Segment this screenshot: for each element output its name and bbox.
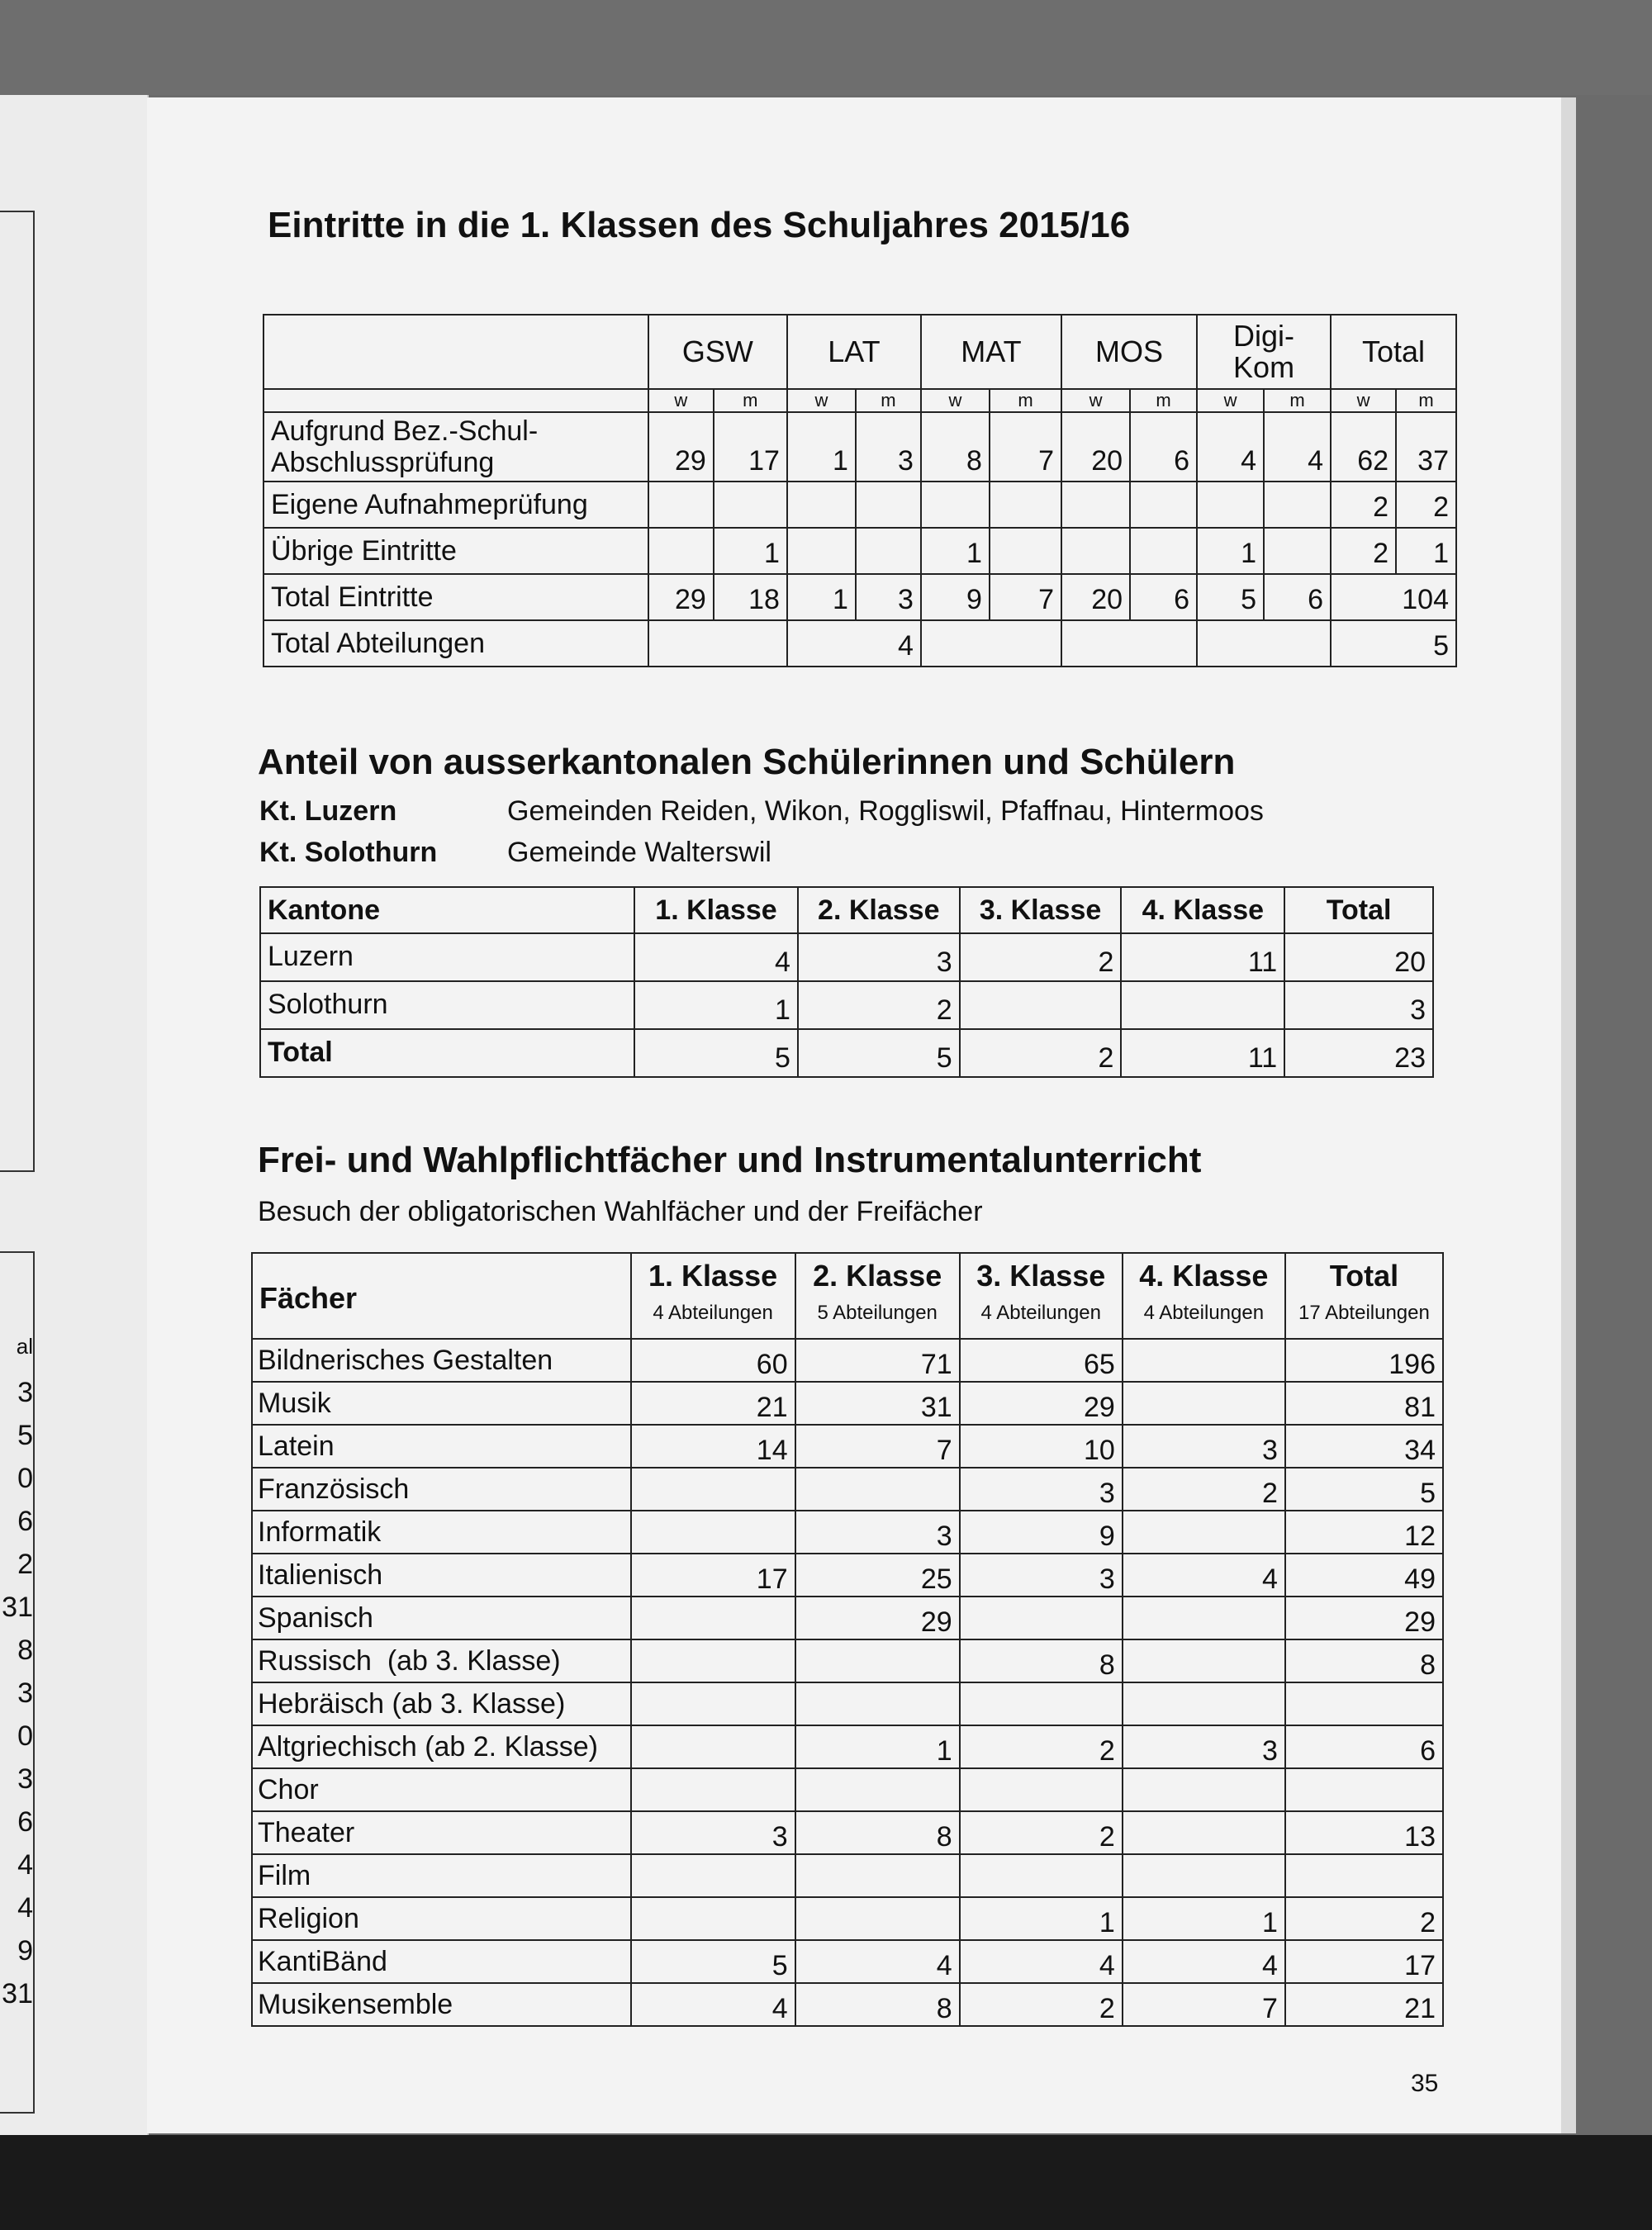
row-label: KantiBänd bbox=[252, 1940, 631, 1983]
faecher-table bbox=[251, 1252, 1444, 2027]
kanton-line bbox=[259, 837, 771, 869]
klasse-header-abteilungen: 4 Abteilungen bbox=[980, 1302, 1101, 1324]
row-label: Total bbox=[260, 1029, 634, 1077]
group-header: GSW bbox=[648, 315, 787, 389]
table-cell: 1 bbox=[1396, 528, 1456, 574]
table-cell: 8 bbox=[795, 1811, 960, 1854]
table-cell bbox=[1285, 1682, 1443, 1725]
table-cell bbox=[714, 482, 787, 528]
row-label: Eigene Aufnahmeprüfung bbox=[263, 482, 648, 528]
table-cell: 2 bbox=[1331, 482, 1396, 528]
table-cell bbox=[631, 1768, 795, 1811]
table-cell bbox=[648, 620, 787, 667]
table-cell: 21 bbox=[1285, 1983, 1443, 2026]
table-cell bbox=[795, 1468, 960, 1511]
klasse-header-abteilungen: 5 Abteilungen bbox=[817, 1302, 938, 1324]
table-cell: 23 bbox=[1284, 1029, 1433, 1077]
table-cell: 8 bbox=[960, 1639, 1123, 1682]
group-header: MAT bbox=[921, 315, 1061, 389]
table-cell: 1 bbox=[921, 528, 990, 574]
table-cell bbox=[648, 482, 714, 528]
table-row bbox=[252, 1511, 1443, 1554]
subheader-empty bbox=[263, 389, 648, 412]
adjacent-page-number: 3 bbox=[17, 1677, 33, 1709]
row-label: Spanisch bbox=[252, 1597, 631, 1639]
table-cell: 29 bbox=[1285, 1597, 1443, 1639]
kanton-gemeinden: Gemeinden Reiden, Wikon, Roggliswil, Pfaffnau, Hintermoos bbox=[507, 795, 1264, 827]
table-cell: 4 bbox=[1123, 1940, 1285, 1983]
table-cell: 2 bbox=[960, 1811, 1123, 1854]
table-cell: 11 bbox=[1121, 1029, 1284, 1077]
table-row bbox=[260, 933, 1433, 981]
table-cell: 31 bbox=[795, 1382, 960, 1425]
table-cell bbox=[1130, 482, 1197, 528]
table-cell: 3 bbox=[960, 1468, 1123, 1511]
table-cell: 6 bbox=[1264, 574, 1331, 620]
table-cell: 2 bbox=[960, 933, 1122, 981]
table-cell bbox=[795, 1897, 960, 1940]
table-cell: 2 bbox=[1396, 482, 1456, 528]
table-cell: 4 bbox=[634, 933, 798, 981]
group-header: LAT bbox=[787, 315, 921, 389]
table-row bbox=[252, 1983, 1443, 2026]
table-cell bbox=[856, 482, 921, 528]
table-row bbox=[263, 620, 1456, 667]
table-cell: 7 bbox=[795, 1425, 960, 1468]
table-cell bbox=[631, 1597, 795, 1639]
table-cell: 8 bbox=[921, 412, 990, 482]
table-cell bbox=[1123, 1639, 1285, 1682]
table-cell bbox=[1123, 1682, 1285, 1725]
row-label: Bildnerisches Gestalten bbox=[252, 1339, 631, 1382]
table-row bbox=[260, 1029, 1433, 1077]
table-cell: 29 bbox=[795, 1597, 960, 1639]
table-cell bbox=[960, 1682, 1123, 1725]
section-title-ausserkantonal: Anteil von ausserkantonalen Schülerinnen und Schülern bbox=[258, 742, 1236, 782]
table-cell: 29 bbox=[648, 574, 714, 620]
row-label: Theater bbox=[252, 1811, 631, 1854]
table-cell: 81 bbox=[1285, 1382, 1443, 1425]
subcol-header: m bbox=[714, 389, 787, 412]
adjacent-page-number: 31 bbox=[2, 1978, 33, 2009]
table-cell: 7 bbox=[990, 574, 1061, 620]
table-cell: 2 bbox=[1285, 1897, 1443, 1940]
table-row bbox=[252, 1768, 1443, 1811]
table-cell: 9 bbox=[921, 574, 990, 620]
table-cell bbox=[1123, 1382, 1285, 1425]
kanton-gemeinden: Gemeinde Walterswil bbox=[507, 837, 771, 868]
entries-table-corner bbox=[263, 315, 648, 389]
table-cell bbox=[795, 1639, 960, 1682]
table-cell: 1 bbox=[795, 1725, 960, 1768]
row-label: Luzern bbox=[260, 933, 634, 981]
table-row bbox=[252, 1940, 1443, 1983]
kantone-header: Total bbox=[1284, 887, 1433, 933]
table-cell: 1 bbox=[634, 981, 798, 1029]
row-label: Solothurn bbox=[260, 981, 634, 1029]
table-row bbox=[263, 412, 1456, 482]
subcol-header: m bbox=[856, 389, 921, 412]
table-cell bbox=[631, 1468, 795, 1511]
row-label: Religion bbox=[252, 1897, 631, 1940]
table-cell: 5 bbox=[631, 1940, 795, 1983]
page-edge bbox=[1561, 97, 1576, 2133]
faecher-header: Fächer bbox=[252, 1253, 631, 1339]
row-label: Italienisch bbox=[252, 1554, 631, 1597]
table-cell: 3 bbox=[795, 1511, 960, 1554]
adjacent-page-table-edge bbox=[0, 211, 35, 1172]
table-cell: 5 bbox=[798, 1029, 960, 1077]
table-cell: 3 bbox=[1284, 981, 1433, 1029]
table-cell bbox=[1061, 482, 1130, 528]
kanton-name: Kt. Luzern bbox=[259, 795, 397, 827]
row-label: Latein bbox=[252, 1425, 631, 1468]
group-header: Digi- Kom bbox=[1197, 315, 1331, 389]
table-cell bbox=[1130, 528, 1197, 574]
table-row bbox=[252, 1425, 1443, 1468]
table-cell bbox=[787, 528, 856, 574]
table-cell: 11 bbox=[1121, 933, 1284, 981]
table-row bbox=[252, 1554, 1443, 1597]
table-row bbox=[252, 1725, 1443, 1768]
table-cell: 2 bbox=[1331, 528, 1396, 574]
table-cell: 65 bbox=[960, 1339, 1123, 1382]
table-cell: 6 bbox=[1285, 1725, 1443, 1768]
table-cell bbox=[990, 482, 1061, 528]
table-cell: 4 bbox=[787, 620, 921, 667]
table-cell: 6 bbox=[1130, 412, 1197, 482]
table-row bbox=[252, 1639, 1443, 1682]
row-label: Hebräisch (ab 3. Klasse) bbox=[252, 1682, 631, 1725]
table-cell bbox=[1285, 1768, 1443, 1811]
adjacent-page-number: 8 bbox=[17, 1635, 33, 1666]
table-cell: 3 bbox=[856, 574, 921, 620]
table-cell: 9 bbox=[960, 1511, 1123, 1554]
row-label: Informatik bbox=[252, 1511, 631, 1554]
subcol-header: w bbox=[1061, 389, 1130, 412]
table-cell bbox=[1123, 1597, 1285, 1639]
adjacent-page-number: 9 bbox=[17, 1935, 33, 1967]
table-cell: 20 bbox=[1061, 574, 1130, 620]
adjacent-page-number: 5 bbox=[17, 1420, 33, 1451]
table-cell: 3 bbox=[631, 1811, 795, 1854]
table-cell: 1 bbox=[787, 574, 856, 620]
table-cell bbox=[631, 1682, 795, 1725]
klasse-header bbox=[960, 1253, 1123, 1339]
kanton-line bbox=[259, 795, 1264, 828]
adjacent-page-number: al bbox=[16, 1334, 33, 1359]
table-cell: 1 bbox=[1197, 528, 1264, 574]
section-title-wahlfaecher: Frei- und Wahlpflichtfächer und Instrumentalunterricht bbox=[258, 1140, 1202, 1180]
table-cell bbox=[960, 981, 1122, 1029]
table-cell: 1 bbox=[960, 1897, 1123, 1940]
subcol-header: w bbox=[1331, 389, 1396, 412]
table-cell: 4 bbox=[795, 1940, 960, 1983]
kantone-header: 1. Klasse bbox=[634, 887, 798, 933]
table-cell: 4 bbox=[631, 1983, 795, 2026]
row-label: Total Eintritte bbox=[263, 574, 648, 620]
table-cell bbox=[631, 1897, 795, 1940]
kantone-header: 3. Klasse bbox=[960, 887, 1122, 933]
adjacent-page-number: 4 bbox=[17, 1892, 33, 1924]
table-cell bbox=[1061, 620, 1197, 667]
table-cell bbox=[856, 528, 921, 574]
table-cell: 5 bbox=[1285, 1468, 1443, 1511]
table-cell bbox=[1123, 1854, 1285, 1897]
table-cell: 14 bbox=[631, 1425, 795, 1468]
adjacent-page-number: 3 bbox=[17, 1763, 33, 1795]
group-header: Total bbox=[1331, 315, 1456, 389]
table-cell: 29 bbox=[648, 412, 714, 482]
table-cell: 3 bbox=[856, 412, 921, 482]
adjacent-page-number: 6 bbox=[17, 1806, 33, 1838]
table-cell: 2 bbox=[960, 1983, 1123, 2026]
table-cell bbox=[1264, 482, 1331, 528]
row-label: Altgriechisch (ab 2. Klasse) bbox=[252, 1725, 631, 1768]
table-row bbox=[260, 981, 1433, 1029]
table-row bbox=[252, 1682, 1443, 1725]
table-cell bbox=[795, 1854, 960, 1897]
table-cell bbox=[795, 1682, 960, 1725]
page bbox=[147, 97, 1561, 2133]
table-cell: 5 bbox=[1331, 620, 1456, 667]
table-cell: 1 bbox=[1123, 1897, 1285, 1940]
row-label: Musikensemble bbox=[252, 1983, 631, 2026]
table-cell: 2 bbox=[1123, 1468, 1285, 1511]
table-cell: 37 bbox=[1396, 412, 1456, 482]
klasse-header bbox=[1123, 1253, 1285, 1339]
row-label: Russisch (ab 3. Klasse) bbox=[252, 1639, 631, 1682]
table-cell bbox=[1264, 528, 1331, 574]
table-row bbox=[263, 574, 1456, 620]
table-cell bbox=[1123, 1339, 1285, 1382]
table-row bbox=[263, 482, 1456, 528]
row-label: Übrige Eintritte bbox=[263, 528, 648, 574]
table-cell bbox=[960, 1854, 1123, 1897]
klasse-header bbox=[1285, 1253, 1443, 1339]
table-cell bbox=[1197, 482, 1264, 528]
table-cell bbox=[1123, 1768, 1285, 1811]
table-cell: 1 bbox=[787, 412, 856, 482]
table-cell: 71 bbox=[795, 1339, 960, 1382]
klasse-header bbox=[631, 1253, 795, 1339]
table-row bbox=[263, 528, 1456, 574]
table-cell bbox=[795, 1768, 960, 1811]
table-cell bbox=[648, 528, 714, 574]
adjacent-page-number: 6 bbox=[17, 1506, 33, 1537]
klasse-header-abteilungen: 4 Abteilungen bbox=[1143, 1302, 1265, 1324]
row-label: Aufgrund Bez.-Schul- Abschlussprüfung bbox=[263, 412, 648, 482]
scan-background-bottom bbox=[0, 2135, 1652, 2230]
table-cell: 17 bbox=[1285, 1940, 1443, 1983]
table-row bbox=[252, 1339, 1443, 1382]
table-row bbox=[252, 1854, 1443, 1897]
table-cell bbox=[1123, 1811, 1285, 1854]
table-cell: 6 bbox=[1130, 574, 1197, 620]
scan-background-top bbox=[0, 0, 1652, 95]
klasse-header-name: 1. Klasse bbox=[648, 1259, 778, 1293]
klasse-header-abteilungen: 17 Abteilungen bbox=[1298, 1302, 1430, 1324]
table-cell bbox=[787, 482, 856, 528]
klasse-header bbox=[795, 1253, 960, 1339]
table-cell: 20 bbox=[1061, 412, 1130, 482]
klasse-header-name: 3. Klasse bbox=[976, 1259, 1106, 1293]
group-header: MOS bbox=[1061, 315, 1197, 389]
table-cell: 196 bbox=[1285, 1339, 1443, 1382]
page-number: 35 bbox=[1411, 2070, 1439, 2097]
adjacent-page-number: 0 bbox=[17, 1720, 33, 1752]
subcol-header: m bbox=[1130, 389, 1197, 412]
table-cell bbox=[960, 1597, 1123, 1639]
table-cell: 49 bbox=[1285, 1554, 1443, 1597]
table-cell bbox=[631, 1639, 795, 1682]
table-cell: 4 bbox=[1123, 1554, 1285, 1597]
kantone-header: 2. Klasse bbox=[798, 887, 960, 933]
table-row bbox=[252, 1468, 1443, 1511]
table-cell: 10 bbox=[960, 1425, 1123, 1468]
table-cell: 4 bbox=[1264, 412, 1331, 482]
table-row bbox=[252, 1382, 1443, 1425]
table-cell: 5 bbox=[634, 1029, 798, 1077]
table-cell bbox=[631, 1725, 795, 1768]
adjacent-page-number: 31 bbox=[2, 1592, 33, 1623]
table-cell bbox=[631, 1854, 795, 1897]
table-cell: 8 bbox=[1285, 1639, 1443, 1682]
table-cell: 2 bbox=[960, 1029, 1122, 1077]
table-cell: 4 bbox=[960, 1940, 1123, 1983]
klasse-header-name: Total bbox=[1329, 1259, 1399, 1293]
table-cell: 13 bbox=[1285, 1811, 1443, 1854]
table-cell: 3 bbox=[1123, 1725, 1285, 1768]
table-cell: 62 bbox=[1331, 412, 1396, 482]
klasse-header-name: 4. Klasse bbox=[1139, 1259, 1269, 1293]
row-label: Total Abteilungen bbox=[263, 620, 648, 667]
subcol-header: m bbox=[990, 389, 1061, 412]
klasse-header-abteilungen: 4 Abteilungen bbox=[653, 1302, 773, 1324]
table-cell bbox=[990, 528, 1061, 574]
table-cell bbox=[921, 482, 990, 528]
table-cell: 18 bbox=[714, 574, 787, 620]
table-row bbox=[252, 1811, 1443, 1854]
table-cell: 1 bbox=[714, 528, 787, 574]
kanton-name: Kt. Solothurn bbox=[259, 837, 438, 868]
table-cell: 60 bbox=[631, 1339, 795, 1382]
table-cell: 34 bbox=[1285, 1425, 1443, 1468]
subcol-header: w bbox=[1197, 389, 1264, 412]
table-cell: 2 bbox=[798, 981, 960, 1029]
subcol-header: w bbox=[921, 389, 990, 412]
adjacent-page-number: 3 bbox=[17, 1377, 33, 1408]
table-cell: 3 bbox=[1123, 1425, 1285, 1468]
section-intro: Besuch der obligatorischen Wahlfächer und der Freifächer bbox=[258, 1196, 983, 1227]
row-label: Musik bbox=[252, 1382, 631, 1425]
table-row bbox=[252, 1897, 1443, 1940]
table-cell bbox=[1123, 1511, 1285, 1554]
entries-table bbox=[263, 314, 1457, 667]
subcol-header: m bbox=[1396, 389, 1456, 412]
table-cell bbox=[1061, 528, 1130, 574]
table-cell: 25 bbox=[795, 1554, 960, 1597]
table-cell: 17 bbox=[714, 412, 787, 482]
table-cell: 12 bbox=[1285, 1511, 1443, 1554]
table-cell: 8 bbox=[795, 1983, 960, 2026]
table-cell: 21 bbox=[631, 1382, 795, 1425]
table-cell bbox=[921, 620, 1061, 667]
table-cell: 2 bbox=[960, 1725, 1123, 1768]
row-label: Französisch bbox=[252, 1468, 631, 1511]
kantone-table bbox=[259, 886, 1434, 1078]
adjacent-page bbox=[0, 95, 149, 2139]
page-title: Eintritte in die 1. Klassen des Schuljahres 2015/16 bbox=[268, 205, 1131, 245]
subcol-header: m bbox=[1264, 389, 1331, 412]
table-cell: 7 bbox=[990, 412, 1061, 482]
table-cell bbox=[1121, 981, 1284, 1029]
table-cell bbox=[960, 1768, 1123, 1811]
table-cell: 7 bbox=[1123, 1983, 1285, 2026]
table-cell: 29 bbox=[960, 1382, 1123, 1425]
table-cell: 5 bbox=[1197, 574, 1264, 620]
table-cell bbox=[1285, 1854, 1443, 1897]
kantone-header: 4. Klasse bbox=[1121, 887, 1284, 933]
table-cell: 4 bbox=[1197, 412, 1264, 482]
table-cell: 3 bbox=[798, 933, 960, 981]
table-cell: 20 bbox=[1284, 933, 1433, 981]
adjacent-page-number: 2 bbox=[17, 1549, 33, 1580]
subcol-header: w bbox=[648, 389, 714, 412]
table-cell: 104 bbox=[1331, 574, 1456, 620]
subcol-header: w bbox=[787, 389, 856, 412]
table-cell: 17 bbox=[631, 1554, 795, 1597]
row-label: Film bbox=[252, 1854, 631, 1897]
table-cell: 3 bbox=[960, 1554, 1123, 1597]
klasse-header-name: 2. Klasse bbox=[813, 1259, 942, 1293]
table-cell bbox=[631, 1511, 795, 1554]
adjacent-page-number: 4 bbox=[17, 1849, 33, 1881]
table-cell bbox=[1197, 620, 1331, 667]
adjacent-page-number: 0 bbox=[17, 1463, 33, 1494]
row-label: Chor bbox=[252, 1768, 631, 1811]
table-row bbox=[252, 1597, 1443, 1639]
kantone-header: Kantone bbox=[260, 887, 634, 933]
